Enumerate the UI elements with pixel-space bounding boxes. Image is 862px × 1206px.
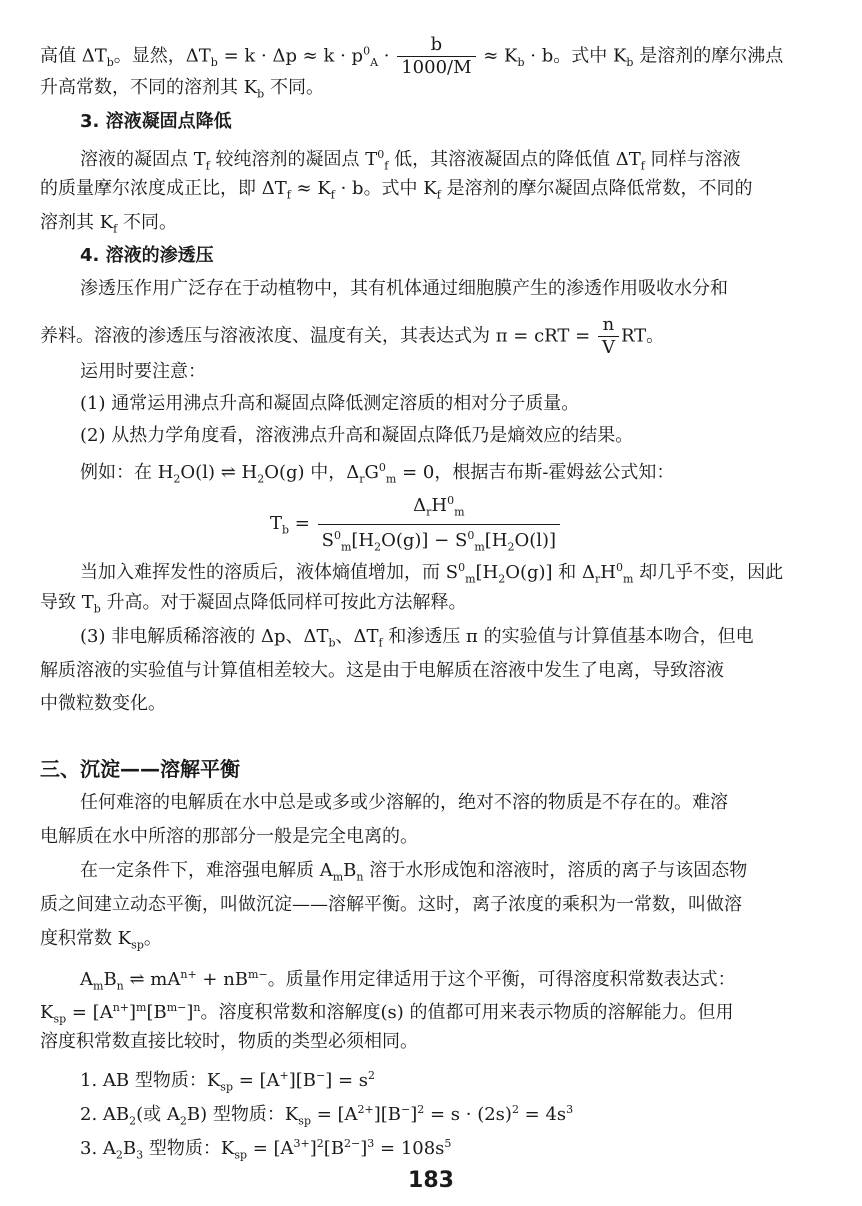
- text-line: $K_{sp} = [A^{n+}]^m[B^{m-}]^n$。溶度积常数和溶解度(s) 的值都可用来表示物质的溶解能力。但用: [40, 1001, 734, 1026]
- list-item: 2. $AB_2$(或 $A_2B$) 型物质：$K_{sp} = [A^{2+}][B^-]^2 = s \cdot (2s)^2 = 4s^3$: [80, 1103, 574, 1128]
- text-line: 养料。溶液的渗透压与溶液浓度、温度有关，其表达式为 π = cRT = $\frac{n}{V}$ RT。: [40, 314, 665, 358]
- text-line: 溶液的凝固点 $T_f$ 较纯溶剂的凝固点 $T^0_f$ 低，其溶液凝固点的降低值 $\Delta T_f$ 同样与溶液: [80, 148, 741, 173]
- text-line: 溶度积常数直接比较时，物质的类型必须相同。: [40, 1031, 418, 1052]
- text-line: 中微粒数变化。: [40, 693, 166, 714]
- list-item: 3. $A_2B_3$ 型物质：$K_{sp} = [A^{3+}]^2[B^{2-}]^3 = 108s^5$: [80, 1137, 452, 1162]
- page-number: 183: [408, 1168, 454, 1193]
- fraction: $\frac{n}{V}$: [598, 314, 619, 359]
- fraction: $\frac{b}{1000/M}$: [397, 34, 475, 79]
- text-line: 的质量摩尔浓度成正比，即 $\Delta T_f \approx K_f \cdot b$。式中 $K_f$ 是溶剂的摩尔凝固点降低常数，不同的: [40, 178, 753, 202]
- text-line: 解质溶液的实验值与计算值相差较大。这是由于电解质在溶液中发生了电离，导致溶液: [40, 660, 724, 681]
- text-line: $A_mB_n$ ⇌ $mA^{n+} + nB^{m-}$。质量作用定律适用于这个平衡，可得溶度积常数表达式：: [80, 968, 736, 993]
- text-line: 高值 $\Delta T_b$。显然，$\Delta T_b = k \cdot \Delta p \approx k \cdot p^0_A$ · $\frac{b}{1000/M}$ ≈ $K_b \cdot b$。式中 $K_b$ 是溶剂的摩尔沸点: [40, 34, 784, 78]
- fraction: $\frac{\Delta_rH^0_m}{S^0_m[H_2O(g)] - S^0_m[H_2O(l)]}$: [318, 490, 560, 558]
- text-line: (3) 非电解质稀溶液的 Δp、$\Delta T_b$、$\Delta T_f$ 和渗透压 π 的实验值与计算值基本吻合，但电: [80, 626, 754, 650]
- text-line: 升高常数，不同的溶剂其 $K_b$ 不同。: [40, 77, 324, 101]
- subheading: 4. 溶液的渗透压: [80, 245, 214, 266]
- text-line: 例如：在 $H_2O(l)$ ⇌ $H_2O(g)$ 中，$\Delta_rG^0_m = 0$，根据吉布斯-霍姆兹公式知：: [80, 461, 675, 486]
- text-line: 导致 $T_b$ 升高。对于凝固点降低同样可按此方法解释。: [40, 592, 467, 616]
- list-item: 1. AB 型物质：$K_{sp} = [A^+][B^-] = s^2$: [80, 1069, 376, 1094]
- text-line: 电解质在水中所溶的那部分一般是完全电离的。: [40, 826, 418, 847]
- text-line: 当加入难挥发性的溶质后，液体熵值增加，而 $S^0_m[H_2O(g)]$ 和 $\Delta_rH^0_m$ 却几乎不变，因此: [80, 561, 784, 586]
- text-line: 质之间建立动态平衡，叫做沉淀——溶解平衡。这时，离子浓度的乘积为一常数，叫做溶: [40, 894, 742, 915]
- text-line: 度积常数 $K_{sp}$。: [40, 928, 162, 952]
- formula-tb: $T_b$ = $\frac{\Delta_rH^0_m}{S^0_m[H_2O(g)] - S^0_m[H_2O(l)]}$: [270, 490, 562, 558]
- text-line: 在一定条件下，难溶强电解质 $A_mB_n$ 溶于水形成饱和溶液时，溶质的离子与该固态物: [80, 860, 748, 884]
- text-line: 运用时要注意：: [80, 361, 206, 382]
- section-heading: 三、沉淀——溶解平衡: [40, 757, 240, 781]
- text-line: (2) 从热力学角度看，溶液沸点升高和凝固点降低乃是熵效应的结果。: [80, 425, 634, 446]
- text-line: 溶剂其 $K_f$ 不同。: [40, 212, 177, 236]
- text-line: 任何难溶的电解质在水中总是或多或少溶解的，绝对不溶的物质是不存在的。难溶: [80, 792, 728, 813]
- text-line: 渗透压作用广泛存在于动植物中，其有机体通过细胞膜产生的渗透作用吸收水分和: [80, 278, 728, 299]
- text-line: (1) 通常运用沸点升高和凝固点降低测定溶质的相对分子质量。: [80, 393, 580, 414]
- subheading: 3. 溶液凝固点降低: [80, 111, 232, 132]
